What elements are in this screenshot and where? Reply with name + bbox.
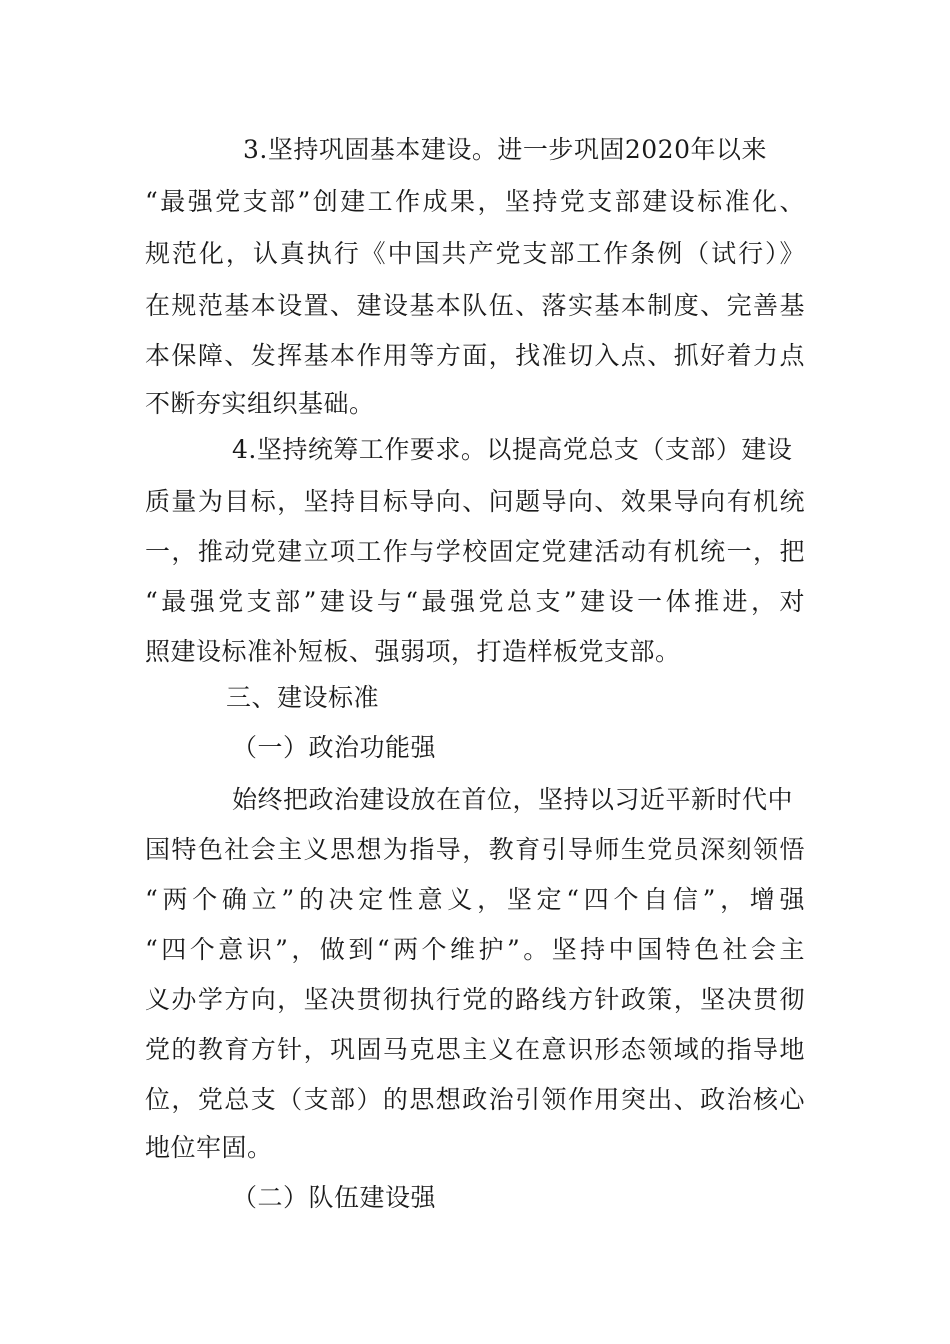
paragraph-5-line-3: “两个确立”的决定性意义，坚定“四个自信”，增强 xyxy=(145,885,805,914)
subsection-heading-2: （二）队伍建设强 xyxy=(232,1183,437,1212)
subsection-heading-1: （一）政治功能强 xyxy=(232,733,437,762)
paragraph-3-line-6: 不断夯实组织基础。 xyxy=(145,389,375,418)
paragraph-5-line-5: 义办学方向，坚决贯彻执行党的路线方针政策，坚决贯彻 xyxy=(145,985,805,1014)
paragraph-4-line-2: 质量为目标，坚持目标导向、问题导向、效果导向有机统 xyxy=(145,487,805,516)
paragraph-4-line-4: “最强党支部”建设与“最强党总支”建设一体推进，对 xyxy=(145,587,805,616)
paragraph-4-line-5: 照建设标准补短板、强弱项，打造样板党支部。 xyxy=(145,637,681,666)
paragraph-5-line-4: “四个意识”，做到“两个维护”。坚持中国特色社会主 xyxy=(145,935,805,964)
paragraph-3-line-4: 在规范基本设置、建设基本队伍、落实基本制度、完善基 xyxy=(145,291,805,320)
section-heading: 三、建设标准 xyxy=(226,683,380,712)
paragraph-3-line-5: 本保障、发挥基本作用等方面，找准切入点、抓好着力点 xyxy=(145,341,805,370)
paragraph-3-line-2: “最强党支部”创建工作成果，坚持党支部建设标准化、 xyxy=(145,187,805,216)
paragraph-4-line-3: 一，推动党建立项工作与学校固定党建活动有机统一，把 xyxy=(145,537,805,566)
paragraph-5-line-8: 地位牢固。 xyxy=(145,1133,273,1162)
paragraph-5-line-6: 党的教育方针，巩固马克思主义在意识形态领域的指导地 xyxy=(145,1035,805,1064)
paragraph-3-line-3: 规范化，认真执行《中国共产党支部工作条例（试行）》 xyxy=(145,239,805,268)
paragraph-4-line-1: 4.坚持统筹工作要求。以提高党总支（支部）建设 xyxy=(232,435,793,464)
paragraph-5-line-2: 国特色社会主义思想为指导，教育引导师生党员深刻领悟 xyxy=(145,835,805,864)
paragraph-5-line-7: 位，党总支（支部）的思想政治引领作用突出、政治核心 xyxy=(145,1085,805,1114)
paragraph-3-line-1: 3.坚持巩固基本建设。进一步巩固2020年以来 xyxy=(243,135,767,164)
paragraph-5-line-1: 始终把政治建设放在首位，坚持以习近平新时代中 xyxy=(232,785,794,814)
